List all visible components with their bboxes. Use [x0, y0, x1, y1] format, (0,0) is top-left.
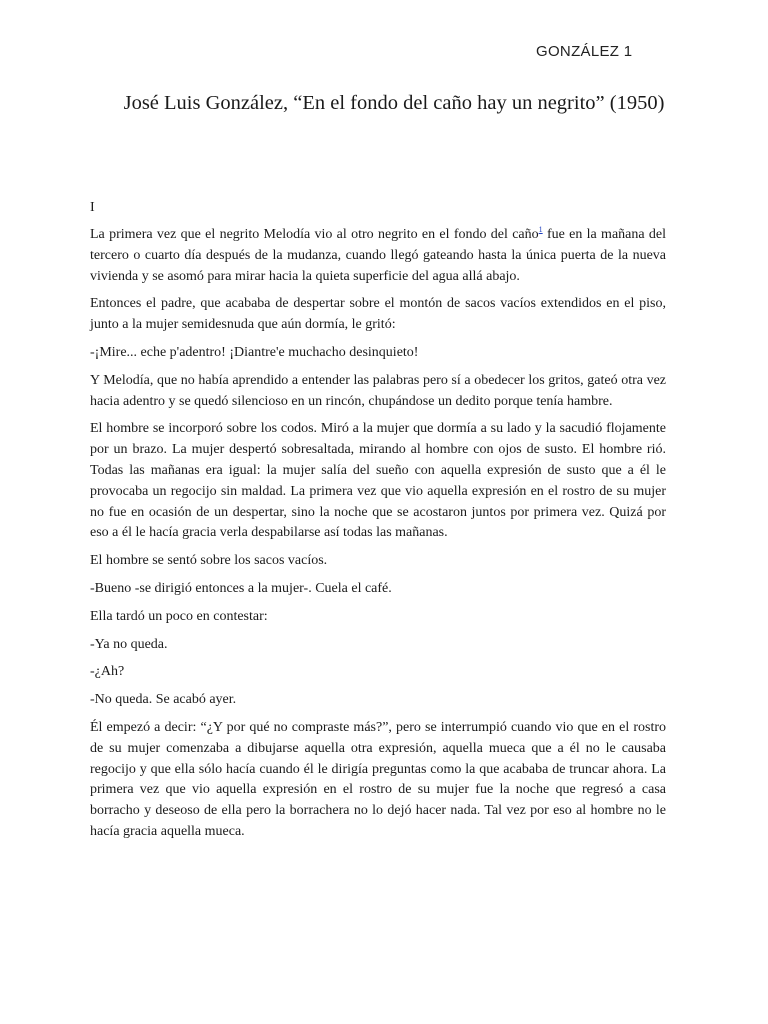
- paragraph-text: fue en la mañana del tercero o cuarto día después de la mudanza, cuando llegó gateando hasta la única puerta de la nueva vivienda y se asomó para mirar hacia la quieta superficie del agua allá abajo.: [90, 227, 666, 284]
- body-text: [90, 225, 666, 850]
- paragraph: Ella tardó un poco en contestar:: [90, 608, 268, 624]
- paragraph: Entonces el padre, que acababa de despertar sobre el montón de sacos vacíos extendidos en el piso, junto a la mujer semidesnuda que aún dormía, le gritó:: [90, 296, 666, 333]
- paragraph: Él empezó a decir: “¿Y por qué no compraste más?”, pero se interrumpió cuando vio que en el rostro de su mujer comenzaba a dibujarse aquella otra expresión, aquella mueca que a él no le causaba regocijo y que ella sólo hacía cuando él le dirigía preguntas como la que acababa de truncar ahora. La primera vez que vio aquella expresión en el rostro de su mujer fue la noche que regresó a casa borracho y deseoso de ella pero la borrachera no lo dejó hacer nada. Tal vez por eso al hombre no le hacía gracia aquella mueca.: [90, 719, 666, 839]
- page-header-marker: GONZÁLEZ 1: [536, 43, 633, 60]
- paragraph: -¿Ah?: [90, 664, 125, 680]
- paragraph-text: La primera vez que el negrito Melodía vio al otro negrito en el fondo del caño: [90, 227, 539, 242]
- paragraph: Y Melodía, que no había aprendido a entender las palabras pero sí a obedecer los gritos, gateó otra vez hacia adentro y se quedó silencioso en un rincón, chupándose un dedito porque tenía hambre.: [90, 372, 666, 409]
- paragraph: -Bueno -se dirigió entonces a la mujer-. Cuela el café.: [90, 580, 392, 596]
- paragraph: El hombre se incorporó sobre los codos. Miró a la mujer que dormía a su lado y la sacudió flojamente por un brazo. La mujer despertó sobresaltada, mirando al hombre con ojos de susto. El hombre rió. Todas las mañanas era igual: la mujer salía del sueño con aquella expresión de susto que a él le provocaba un regocijo sin maldad. La primera vez que vio aquella expresión en el rostro de su mujer no fue en ocasión de un despertar, sino la noche que se acostaron juntos por primera vez. Quizá por eso a él le hacía gracia verla despabilarse así todas las mañanas.: [90, 421, 666, 541]
- paragraph: [90, 225, 666, 287]
- paragraph: El hombre se sentó sobre los sacos vacíos.: [90, 553, 328, 569]
- footnote-link[interactable]: 1: [538, 225, 543, 234]
- document-title: José Luis González, “En el fondo del caño hay un negrito” (1950): [123, 92, 665, 114]
- paragraph: -¡Mire... eche p'adentro! ¡Diantre'e muchacho desinquieto!: [90, 344, 419, 360]
- paragraph: -No queda. Se acabó ayer.: [90, 692, 237, 708]
- paragraph: -Ya no queda.: [90, 636, 168, 652]
- section-number: I: [90, 200, 95, 215]
